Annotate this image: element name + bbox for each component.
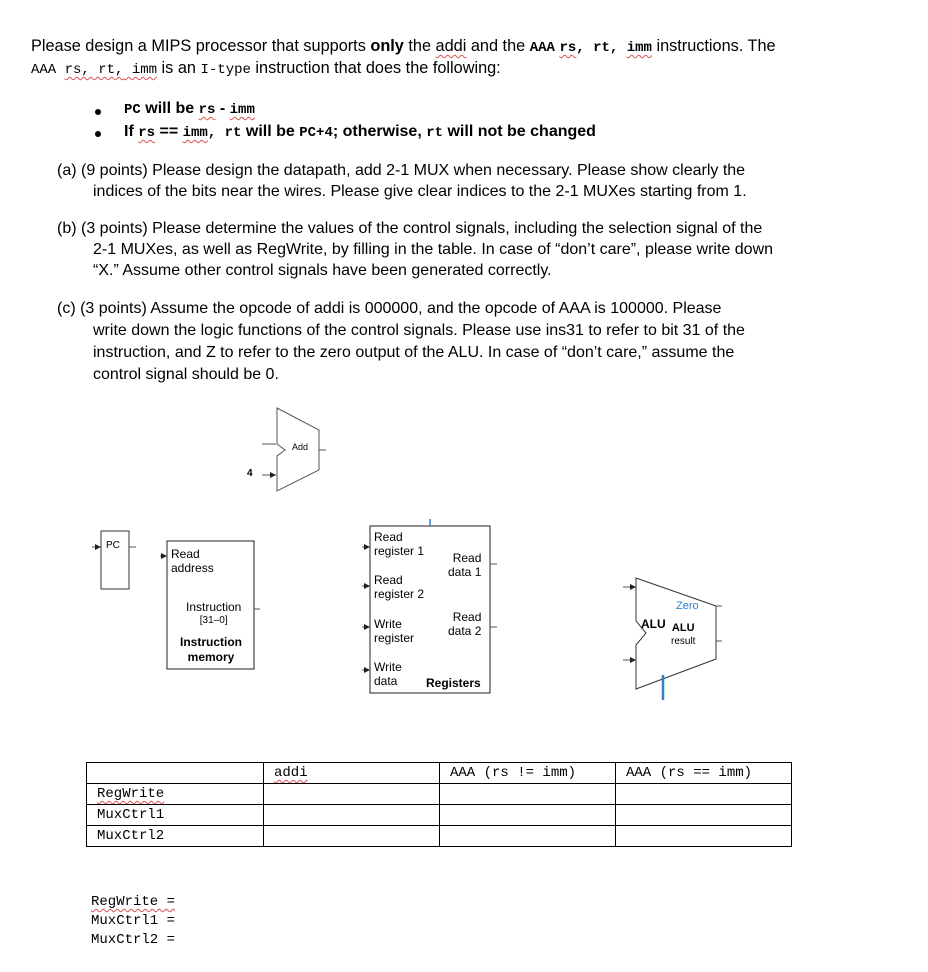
table-header-cell: AAA (rs == imm) — [616, 763, 792, 784]
part-b-line-2: 2-1 MUXes, as well as RegWrite, by filling in the table. In case of “don’t care”, please write down — [93, 241, 774, 258]
reg-write-register: Write register — [374, 617, 415, 645]
imem-title: Instruction memory — [180, 635, 242, 664]
adder-label: Add — [292, 442, 309, 452]
pc-label: PC — [106, 540, 120, 551]
equation-regwrite: RegWrite = — [91, 894, 176, 910]
intro-line-2: AAA rs, rt, imm is an I-type instruction that does the following: — [31, 59, 501, 78]
imem-read-address: Read address — [171, 547, 214, 575]
table-row-label: RegWrite — [87, 784, 264, 805]
reg-read-register-2: Read register 2 — [374, 573, 425, 601]
table-row — [87, 805, 792, 826]
table-header-cell: addi — [264, 763, 440, 784]
reg-read-register-1: Read register 1 — [374, 530, 425, 558]
bullet-1: PC will be rs - imm — [124, 100, 255, 118]
alu-zero-output: Zero — [676, 600, 699, 612]
bullet-2: If rs == imm, rt will be PC+4; otherwise, rt will not be changed — [124, 123, 596, 141]
reg-read-data-1: Read data 1 — [448, 551, 482, 579]
control-signal-table — [86, 762, 792, 847]
registers-title: Registers — [426, 676, 481, 690]
table-row-label: MuxCtrl2 — [87, 826, 264, 847]
reg-write-data: Write data — [374, 660, 402, 688]
table-cell[interactable] — [440, 805, 616, 826]
alu-result-output: ALU result — [671, 622, 696, 647]
part-c-line-1: (c) (3 points) Assume the opcode of addi is 000000, and the opcode of AAA is 100000. Please — [57, 300, 722, 317]
constant-four: 4 — [247, 468, 253, 479]
table-cell[interactable] — [616, 805, 792, 826]
table-header-row — [87, 763, 792, 784]
table-header-cell — [87, 763, 264, 784]
table-row-label: MuxCtrl1 — [87, 805, 264, 826]
equation-muxctrl2: MuxCtrl2 = — [91, 932, 176, 948]
table-header-cell: AAA (rs != imm) — [440, 763, 616, 784]
reg-read-data-2: Read data 2 — [448, 610, 482, 638]
table-cell[interactable] — [440, 826, 616, 847]
table-cell[interactable] — [264, 784, 440, 805]
table-cell[interactable] — [616, 784, 792, 805]
part-c-line-3: instruction, and Z to refer to the zero output of the ALU. In case of “don’t care,” assume the — [93, 344, 735, 361]
intro-line-1: Please design a MIPS processor that supports only the addi and the AAA rs, rt, imm instructions. The — [31, 37, 776, 56]
alu-label: ALU — [641, 617, 666, 631]
part-a-line-2: indices of the bits near the wires. Please give clear indices to the 2-1 MUXes starting from 1. — [93, 183, 747, 200]
part-c-line-2: write down the logic functions of the control signals. Please use ins31 to refer to bit 31 of the — [93, 322, 745, 339]
part-b-line-3: “X.” Assume other control signals have been generated correctly. — [93, 262, 552, 279]
table-row — [87, 784, 792, 805]
table-cell[interactable] — [264, 826, 440, 847]
equation-muxctrl1: MuxCtrl1 = — [91, 913, 176, 929]
part-b-line-1: (b) (3 points) Please determine the values of the control signals, including the selection signal of the — [57, 220, 763, 237]
imem-instruction-port: Instruction [31–0] — [186, 600, 242, 626]
part-c-line-4: control signal should be 0. — [93, 366, 279, 383]
table-cell[interactable] — [616, 826, 792, 847]
table-cell[interactable] — [440, 784, 616, 805]
table-cell[interactable] — [264, 805, 440, 826]
table-row — [87, 826, 792, 847]
part-a-line-1: (a) (9 points) Please design the datapath, add 2-1 MUX when necessary. Please show clearly the — [57, 162, 746, 179]
